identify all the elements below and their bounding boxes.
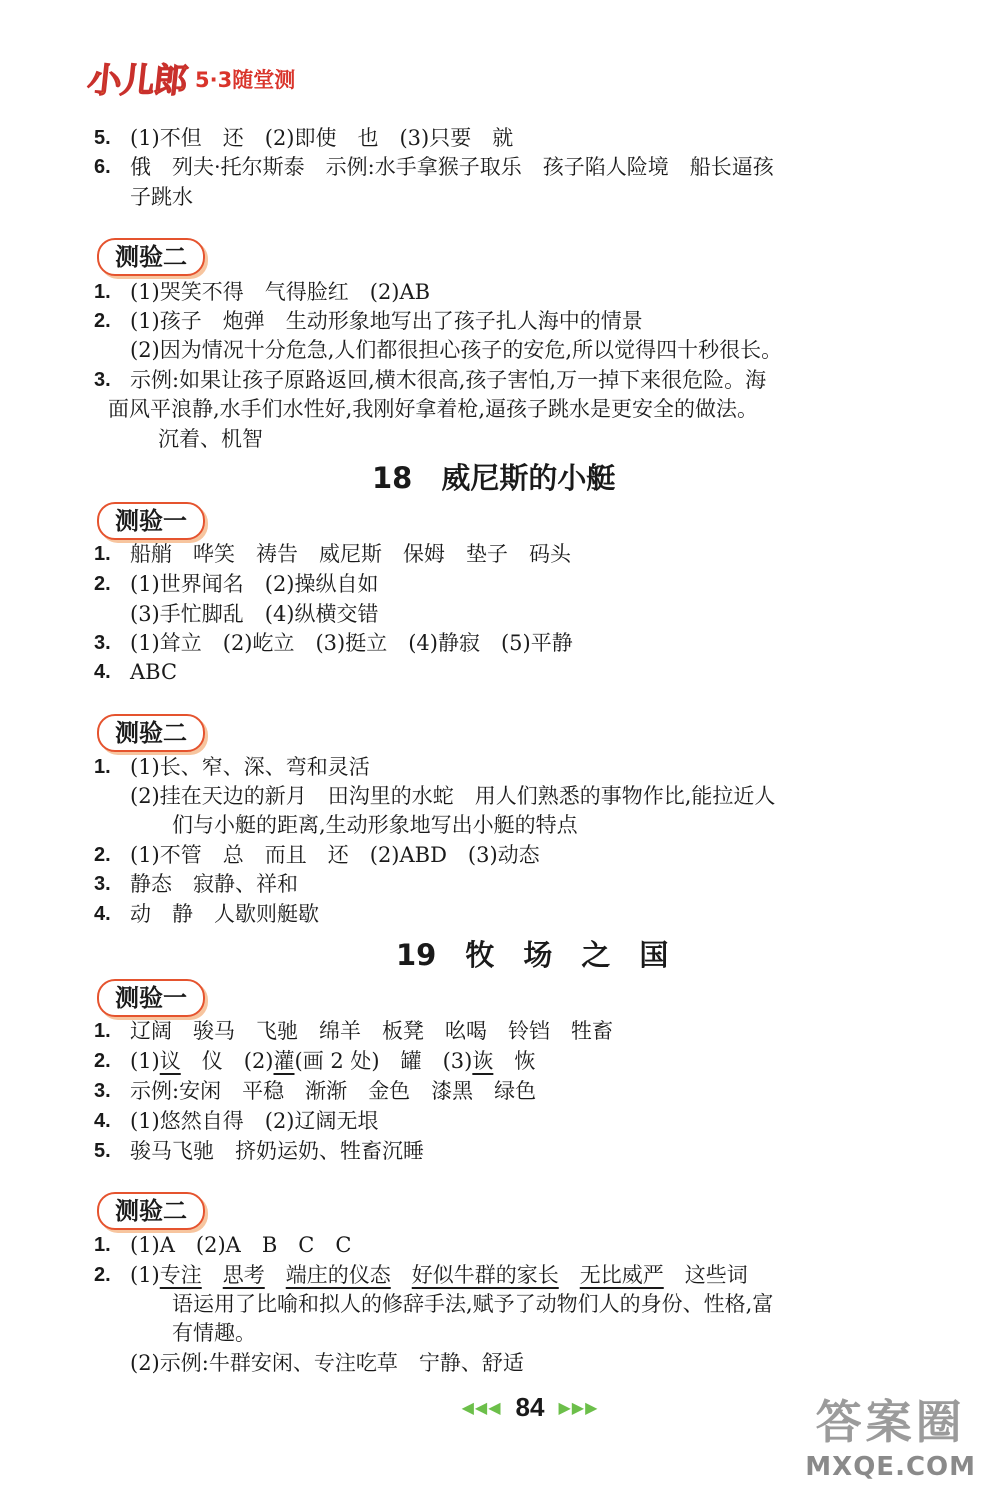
- quiz-badge: 测验二: [97, 1192, 205, 1230]
- quiz-badge: 测验二: [97, 714, 205, 752]
- answer-text: 示例:安闲 平稳 渐渐 金色 漆黑 绿色: [130, 1079, 537, 1103]
- answer-text: 静态 寂静、祥和: [130, 872, 298, 896]
- answer-text: 有情趣。: [172, 1321, 256, 1345]
- answer-text: (1)不管 总 而且 还 (2)ABD (3)动态: [130, 843, 540, 867]
- answer-text: ABC: [130, 660, 178, 684]
- left-arrows-icon: ◀◀◀: [461, 1398, 502, 1417]
- item-number: 3.: [94, 369, 111, 391]
- item-number: 3.: [94, 632, 111, 654]
- answer-text: 语运用了比喻和拟人的修辞手法,赋予了动物们人的身份、性格,富: [172, 1292, 774, 1316]
- answer-text: 示例:如果让孩子原路返回,横木很高,孩子害怕,万一掉下来很危险。海: [130, 368, 767, 392]
- item-number: 1.: [94, 1020, 111, 1042]
- answer-text: 船艄 哗笑 祷告 威尼斯 保姆 垫子 码头: [130, 542, 571, 566]
- series-name: 5·3随堂测: [195, 68, 296, 92]
- quiz-badge: 测验一: [97, 979, 205, 1017]
- quiz-badge: 测验一: [97, 502, 205, 540]
- answer-text: 沉着、机智: [158, 427, 263, 451]
- item-number: 2.: [94, 1050, 111, 1072]
- brand-logo: [85, 54, 296, 101]
- watermark-url: MXQE.COM: [805, 1452, 976, 1482]
- answer-text: (2)因为情况十分危急,人们都很担心孩子的安危,所以觉得四十秒很长。: [130, 338, 783, 362]
- answer-text: 辽阔 骏马 飞驰 绵羊 板凳 吆喝 铃铛 牲畜: [130, 1019, 613, 1043]
- answer-text: (1)耸立 (2)屹立 (3)挺立 (4)静寂 (5)平静: [130, 631, 573, 655]
- page-number: 84: [515, 1392, 545, 1422]
- item-number: 2.: [94, 844, 111, 866]
- item-number: 6.: [94, 156, 111, 178]
- quiz-badge: 测验二: [97, 238, 205, 276]
- right-arrows-icon: ▶▶▶: [558, 1398, 599, 1417]
- item-number: 2.: [94, 310, 111, 332]
- item-number: 1.: [94, 756, 111, 778]
- item-number: 1.: [94, 281, 111, 303]
- item-number: 4.: [94, 661, 111, 683]
- answer-text: 面风平浪静,水手们水性好,我刚好拿着枪,逼孩子跳水是更安全的做法。: [108, 397, 759, 421]
- watermark-logo-text: 答案圈: [815, 1395, 966, 1449]
- item-number: 5.: [94, 127, 111, 149]
- answer-text: (1)悠然自得 (2)辽阔无垠: [130, 1109, 379, 1133]
- answer-text: (3)手忙脚乱 (4)纵横交错: [130, 602, 379, 626]
- lesson-title: 19 牧 场 之 国: [396, 938, 669, 972]
- item-number: 2.: [94, 1264, 111, 1286]
- answer-text: (1)不但 还 (2)即使 也 (3)只要 就: [130, 126, 514, 150]
- answer-text: 动 静 人歇则艇歇: [130, 902, 319, 926]
- answer-text: (1)专注 思考 端庄的仪态 好似牛群的家长 无比威严 这些词: [130, 1263, 748, 1287]
- answer-text: (1)哭笑不得 气得脸红 (2)AB: [130, 280, 431, 304]
- watermark: [805, 1386, 976, 1482]
- item-number: 1.: [94, 543, 111, 565]
- answer-text: (1)长、窄、深、弯和灵活: [130, 755, 370, 779]
- answer-text: (2)挂在天边的新月 田沟里的水蛇 用人们熟悉的事物作比,能拉近人: [130, 784, 776, 808]
- item-number: 3.: [94, 873, 111, 895]
- page-footer: [440, 1392, 620, 1423]
- answer-text: 子跳水: [130, 185, 193, 209]
- answer-text: (1)A (2)A B C C: [130, 1233, 352, 1257]
- item-number: 5.: [94, 1140, 111, 1162]
- answer-text: (1)世界闻名 (2)操纵自如: [130, 572, 379, 596]
- answer-text: (1)议 仪 (2)灌(画 2 处) 罐 (3)诙 恢: [130, 1049, 536, 1073]
- item-number: 4.: [94, 1110, 111, 1132]
- item-number: 2.: [94, 573, 111, 595]
- brand-name: 小儿郎: [85, 60, 189, 101]
- answer-text: 俄 列夫·托尔斯泰 示例:水手拿猴子取乐 孩子陷人险境 船长逼孩: [130, 155, 774, 179]
- item-number: 4.: [94, 903, 111, 925]
- answer-text: 骏马飞驰 挤奶运奶、牲畜沉睡: [130, 1139, 424, 1163]
- item-number: 1.: [94, 1234, 111, 1256]
- lesson-title: 18 威尼斯的小艇: [372, 461, 616, 495]
- answer-text: (1)孩子 炮弹 生动形象地写出了孩子扎人海中的情景: [130, 309, 643, 333]
- answer-text: 们与小艇的距离,生动形象地写出小艇的特点: [172, 813, 578, 837]
- item-number: 3.: [94, 1080, 111, 1102]
- answer-text: (2)示例:牛群安闲、专注吃草 宁静、舒适: [130, 1351, 524, 1375]
